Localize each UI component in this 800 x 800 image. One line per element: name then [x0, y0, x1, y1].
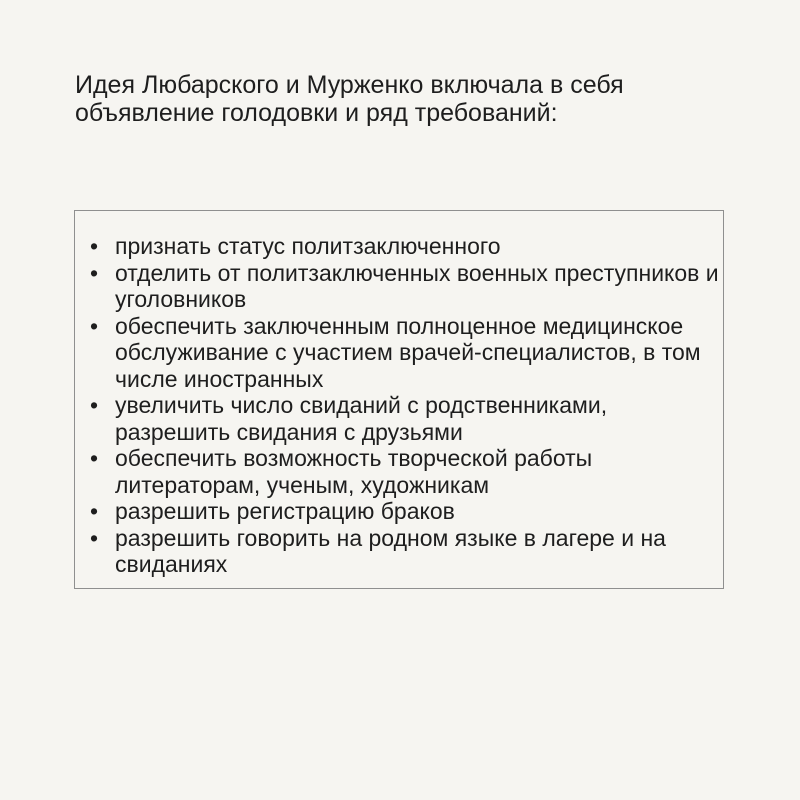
- demands-list: [89, 233, 719, 578]
- bullet-icon: •: [90, 259, 99, 286]
- list-item-text: обеспечить возможность творческой работы литераторам, ученым, художникам: [115, 445, 593, 498]
- list-item: [89, 233, 719, 260]
- bullet-icon: •: [90, 233, 99, 259]
- bullet-icon: •: [90, 524, 99, 551]
- bullet-icon: •: [90, 312, 99, 339]
- bullet-icon: •: [90, 445, 99, 471]
- list-item-text: признать статус политзаключенного: [115, 233, 501, 259]
- list-item: [89, 313, 719, 393]
- list-item-text: разрешить регистрацию браков: [115, 498, 455, 524]
- list-item-text: разрешить говорить на родном языке в лагере и на свиданиях: [115, 524, 666, 577]
- bullet-icon: •: [90, 498, 99, 524]
- list-item: [89, 445, 719, 498]
- intro-text: Идея Любарского и Мурженко включала в себя объявление голодовки и ряд требований:: [75, 71, 624, 127]
- list-item-text: увеличить число свиданий с родственниками, разрешить свидания с друзьями: [115, 392, 608, 445]
- bullet-icon: •: [90, 392, 99, 418]
- list-item-text: обеспечить заключенным полноценное медицинское обслуживание с участием врачей-специалистов, в том числе иностранных: [115, 312, 701, 392]
- list-item: [89, 260, 719, 313]
- list-item-text: отделить от политзаключенных военных преступников и уголовников: [115, 259, 719, 312]
- list-item: [89, 498, 719, 525]
- list-item: [89, 525, 719, 578]
- demands-box: [74, 210, 724, 589]
- list-item: [89, 392, 719, 445]
